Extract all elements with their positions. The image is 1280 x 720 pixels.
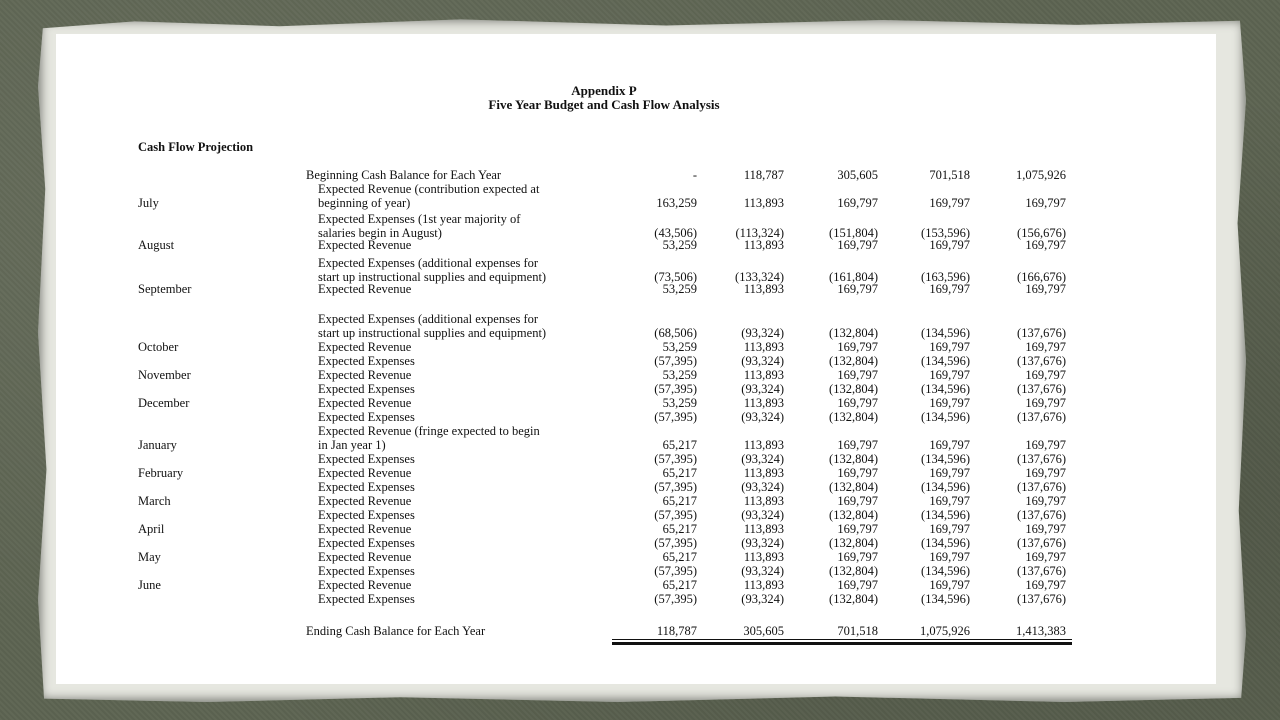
table-cell: (134,596) [921, 410, 970, 424]
table-cell: 53,259 [662, 340, 697, 354]
table-cell: 169,797 [929, 238, 970, 252]
table-cell: (57,395) [654, 354, 697, 368]
table-cell: (132,804) [829, 326, 878, 340]
row-label: Expected Revenue [318, 522, 412, 536]
table-cell: 169,797 [929, 340, 970, 354]
table-cell: (153,596) [921, 226, 970, 240]
table-cell: (93,324) [741, 508, 784, 522]
row-label: Expected Revenue [318, 550, 412, 564]
ending-balance-cell: 701,518 [837, 624, 878, 638]
table-cell: (57,395) [654, 508, 697, 522]
table-cell: (57,395) [654, 452, 697, 466]
table-cell: (137,676) [1017, 508, 1066, 522]
row-label: Expected Revenue [318, 578, 412, 592]
table-cell: (73,506) [654, 270, 697, 284]
table-cell: (134,596) [921, 480, 970, 494]
row-label: Expected Expenses [318, 452, 415, 466]
table-cell: (163,596) [921, 270, 970, 284]
row-label: Expected Revenue [318, 466, 412, 480]
table-cell: (137,676) [1017, 452, 1066, 466]
table-cell: (137,676) [1017, 536, 1066, 550]
table-cell: 113,893 [743, 494, 784, 508]
table-cell: 113,893 [743, 550, 784, 564]
table-cell: 163,259 [656, 196, 697, 210]
row-label: Expected Expenses [318, 410, 415, 424]
table-cell: (156,676) [1017, 226, 1066, 240]
table-cell: 113,893 [743, 282, 784, 296]
table-cell: 169,797 [1025, 340, 1066, 354]
month-label: March [138, 494, 171, 508]
month-label: January [138, 438, 177, 452]
month-label: July [138, 196, 159, 210]
row-label: Expected Revenue (contribution expected at [318, 182, 540, 196]
table-cell: 169,797 [837, 550, 878, 564]
row-label: Expected Revenue [318, 238, 412, 252]
table-cell: 169,797 [837, 282, 878, 296]
row-label: Expected Expenses [318, 536, 415, 550]
table-cell: (132,804) [829, 508, 878, 522]
table-cell: (134,596) [921, 452, 970, 466]
month-label: June [138, 578, 161, 592]
row-label: Expected Expenses (additional expenses for [318, 256, 539, 270]
table-cell: (137,676) [1017, 564, 1066, 578]
table-cell: 65,217 [662, 466, 697, 480]
table-cell: 113,893 [743, 340, 784, 354]
table-cell: (132,804) [829, 410, 878, 424]
month-label: November [138, 368, 191, 382]
table-cell: 169,797 [929, 368, 970, 382]
table-cell: (93,324) [741, 592, 784, 606]
table-cell: (57,395) [654, 382, 697, 396]
table-cell: 169,797 [837, 578, 878, 592]
month-label: September [138, 282, 192, 296]
table-cell: 1,075,926 [1016, 168, 1066, 182]
table-cell: 169,797 [1025, 578, 1066, 592]
table-cell: 169,797 [929, 494, 970, 508]
month-label: October [138, 340, 179, 354]
row-label: Beginning Cash Balance for Each Year [306, 168, 502, 182]
table-cell: 53,259 [662, 282, 697, 296]
row-label: Expected Expenses (1st year majority of [318, 212, 521, 226]
table-cell: 169,797 [929, 282, 970, 296]
table-cell: (161,804) [829, 270, 878, 284]
table-cell: (57,395) [654, 592, 697, 606]
ending-balance-cell: 305,605 [743, 624, 784, 638]
row-label: Expected Expenses [318, 480, 415, 494]
table-cell: 169,797 [837, 396, 878, 410]
table-cell: (134,596) [921, 592, 970, 606]
table-cell: 169,797 [1025, 438, 1066, 452]
table-cell: (132,804) [829, 452, 878, 466]
table-cell: 169,797 [837, 466, 878, 480]
table-cell: (93,324) [741, 564, 784, 578]
table-cell: 113,893 [743, 522, 784, 536]
table-cell: (134,596) [921, 536, 970, 550]
table-cell: (93,324) [741, 326, 784, 340]
table-cell: - [692, 168, 697, 182]
row-label: salaries begin in August) [318, 226, 442, 240]
table-cell: (93,324) [741, 382, 784, 396]
table-cell: (132,804) [829, 536, 878, 550]
ending-balance-cell: 1,075,926 [920, 624, 970, 638]
table-cell: 113,893 [743, 438, 784, 452]
table-cell: (137,676) [1017, 480, 1066, 494]
row-label: Expected Revenue [318, 368, 412, 382]
table-cell: 701,518 [929, 168, 970, 182]
row-label: Expected Expenses [318, 564, 415, 578]
table-cell: 53,259 [662, 368, 697, 382]
row-label: start up instructional supplies and equipment) [318, 326, 547, 340]
table-cell: (93,324) [741, 354, 784, 368]
table-cell: 169,797 [837, 522, 878, 536]
row-label: Expected Revenue (fringe expected to begin [318, 424, 540, 438]
page-title: Appendix P [571, 83, 637, 98]
month-label: August [138, 238, 175, 252]
table-cell: (137,676) [1017, 354, 1066, 368]
table-cell: 113,893 [743, 396, 784, 410]
table-cell: 169,797 [929, 550, 970, 564]
table-cell: 169,797 [1025, 466, 1066, 480]
table-cell: (57,395) [654, 480, 697, 494]
table-cell: 169,797 [837, 438, 878, 452]
table-cell: (93,324) [741, 480, 784, 494]
table-cell: 169,797 [837, 494, 878, 508]
table-cell: (166,676) [1017, 270, 1066, 284]
table-cell: 113,893 [743, 196, 784, 210]
table-cell: (132,804) [829, 382, 878, 396]
table-cell: 169,797 [929, 522, 970, 536]
table-cell: 113,893 [743, 578, 784, 592]
table-cell: 169,797 [1025, 238, 1066, 252]
table-cell: 113,893 [743, 238, 784, 252]
table-cell: (93,324) [741, 452, 784, 466]
table-cell: (93,324) [741, 536, 784, 550]
table-cell: (57,395) [654, 410, 697, 424]
table-cell: (132,804) [829, 354, 878, 368]
ending-balance-cell: 118,787 [656, 624, 697, 638]
row-label: Expected Expenses [318, 382, 415, 396]
table-cell: 169,797 [929, 196, 970, 210]
table-cell: 169,797 [1025, 494, 1066, 508]
row-label: in Jan year 1) [318, 438, 386, 452]
table-cell: (43,506) [654, 226, 697, 240]
table-cell: 65,217 [662, 578, 697, 592]
table-cell: 169,797 [1025, 522, 1066, 536]
table-cell: (68,506) [654, 326, 697, 340]
table-cell: (113,324) [735, 226, 784, 240]
table-cell: 53,259 [662, 396, 697, 410]
total-double-rule [612, 642, 1072, 645]
month-label: February [138, 466, 184, 480]
row-label: Expected Revenue [318, 340, 412, 354]
table-cell: (57,395) [654, 536, 697, 550]
total-top-rule [612, 639, 1072, 640]
table-cell: 118,787 [743, 168, 784, 182]
table-cell: (132,804) [829, 564, 878, 578]
row-label: Expected Revenue [318, 494, 412, 508]
table-cell: (132,804) [829, 592, 878, 606]
row-label: Expected Revenue [318, 396, 412, 410]
table-cell: (93,324) [741, 410, 784, 424]
ending-balance-cell: 1,413,383 [1016, 624, 1066, 638]
row-label: Expected Expenses [318, 592, 415, 606]
table-cell: 53,259 [662, 238, 697, 252]
table-cell: (137,676) [1017, 410, 1066, 424]
table-cell: 169,797 [929, 466, 970, 480]
row-label: Expected Expenses (additional expenses for [318, 312, 539, 326]
page-subtitle: Five Year Budget and Cash Flow Analysis [488, 97, 720, 112]
month-label: April [138, 522, 165, 536]
table-cell: 169,797 [837, 238, 878, 252]
table-cell: 65,217 [662, 550, 697, 564]
row-label: start up instructional supplies and equipment) [318, 270, 547, 284]
section-title: Cash Flow Projection [138, 140, 254, 154]
table-cell: (134,596) [921, 326, 970, 340]
table-cell: (134,596) [921, 354, 970, 368]
table-cell: 113,893 [743, 466, 784, 480]
table-cell: 169,797 [837, 368, 878, 382]
document-page [56, 34, 1216, 684]
table-cell: 169,797 [929, 438, 970, 452]
table-cell: 65,217 [662, 494, 697, 508]
table-cell: (137,676) [1017, 382, 1066, 396]
table-cell: (151,804) [829, 226, 878, 240]
row-label: beginning of year) [318, 196, 411, 210]
table-cell: 113,893 [743, 368, 784, 382]
table-cell: (132,804) [829, 480, 878, 494]
table-cell: 169,797 [929, 396, 970, 410]
month-label: May [138, 550, 161, 564]
table-cell: 169,797 [837, 340, 878, 354]
table-cell: (133,324) [735, 270, 784, 284]
row-label: Expected Revenue [318, 282, 412, 296]
table-cell: 65,217 [662, 438, 697, 452]
table-cell: (134,596) [921, 508, 970, 522]
table-cell: 169,797 [1025, 196, 1066, 210]
table-cell: 65,217 [662, 522, 697, 536]
table-cell: 169,797 [1025, 368, 1066, 382]
table-cell: (57,395) [654, 564, 697, 578]
table-cell: (134,596) [921, 382, 970, 396]
table-cell: 169,797 [1025, 550, 1066, 564]
table-cell: 169,797 [1025, 282, 1066, 296]
table-cell: (134,596) [921, 564, 970, 578]
ending-balance-label: Ending Cash Balance for Each Year [306, 624, 486, 638]
table-cell: (137,676) [1017, 592, 1066, 606]
row-label: Expected Expenses [318, 354, 415, 368]
table-cell: (137,676) [1017, 326, 1066, 340]
table-cell: 169,797 [837, 196, 878, 210]
month-label: December [138, 396, 190, 410]
row-label: Expected Expenses [318, 508, 415, 522]
table-cell: 305,605 [837, 168, 878, 182]
table-cell: 169,797 [1025, 396, 1066, 410]
table-cell: 169,797 [929, 578, 970, 592]
